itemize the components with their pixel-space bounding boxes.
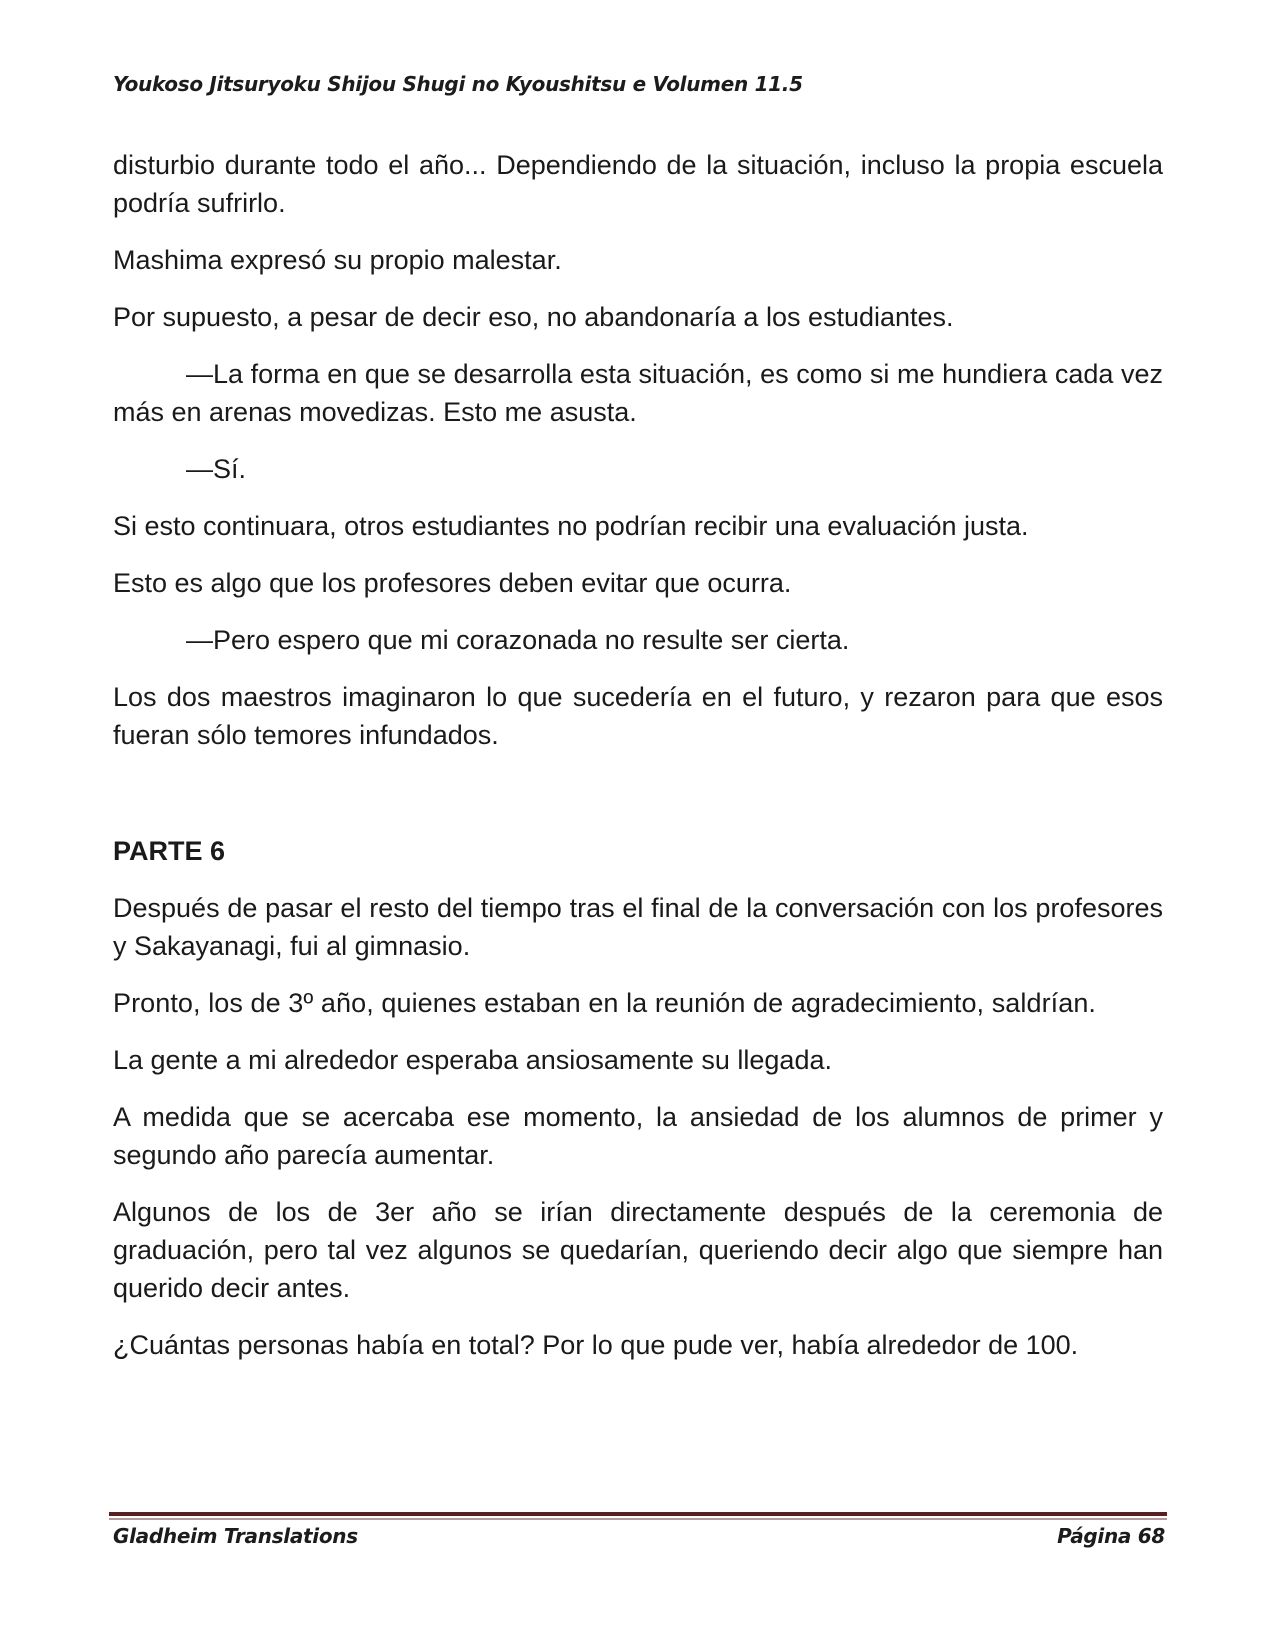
- page-number: Página 68: [1057, 1524, 1165, 1548]
- dialogue-paragraph: —Sí.: [186, 454, 247, 484]
- footer-rule-accent: [109, 1518, 1167, 1520]
- paragraph: Mashima expresó su propio malestar.: [113, 245, 562, 275]
- running-header: Youkoso Jitsuryoku Shijou Shugi no Kyoushitsu e Volumen 11.5: [113, 72, 803, 96]
- paragraph: ¿Cuántas personas había en total? Por lo que pude ver, había alrededor de 100.: [113, 1330, 1079, 1360]
- section-heading: PARTE 6: [113, 836, 226, 866]
- paragraph: Después de pasar el resto del tiempo tras el final de la conversación con los profesores y Sakayanagi, fui al gimnasio.: [113, 893, 1163, 961]
- paragraph: Si esto continuara, otros estudiantes no podrían recibir una evaluación justa.: [113, 511, 1029, 541]
- paragraph: A medida que se acercaba ese momento, la ansiedad de los alumnos de primer y segundo año parecía aumentar.: [113, 1102, 1163, 1170]
- paragraph: Los dos maestros imaginaron lo que sucedería en el futuro, y rezaron para que esos fueran sólo temores infundados.: [113, 682, 1163, 750]
- footer-credit: Gladheim Translations: [113, 1524, 358, 1548]
- paragraph: Algunos de los de 3er año se irían directamente después de la ceremonia de graduación, pero tal vez algunos se quedarían, queriendo decir algo que siempre han querido decir antes.: [113, 1197, 1163, 1303]
- page-body: [113, 146, 1163, 1383]
- paragraph: Pronto, los de 3º año, quienes estaban en la reunión de agradecimiento, saldrían.: [113, 988, 1097, 1018]
- dialogue-paragraph: —La forma en que se desarrolla esta situación, es como si me hundiera cada vez más en arenas movedizas. Esto me asusta.: [113, 359, 1163, 427]
- paragraph: Por supuesto, a pesar de decir eso, no abandonaría a los estudiantes.: [113, 302, 954, 332]
- paragraph: disturbio durante todo el año... Dependiendo de la situación, incluso la propia escuela podría sufrirlo.: [113, 150, 1163, 218]
- dialogue-paragraph: —Pero espero que mi corazonada no resulte ser cierta.: [186, 625, 850, 655]
- paragraph: La gente a mi alrededor esperaba ansiosamente su llegada.: [113, 1045, 832, 1075]
- footer-rule: [109, 1512, 1167, 1516]
- paragraph: Esto es algo que los profesores deben evitar que ocurra.: [113, 568, 792, 598]
